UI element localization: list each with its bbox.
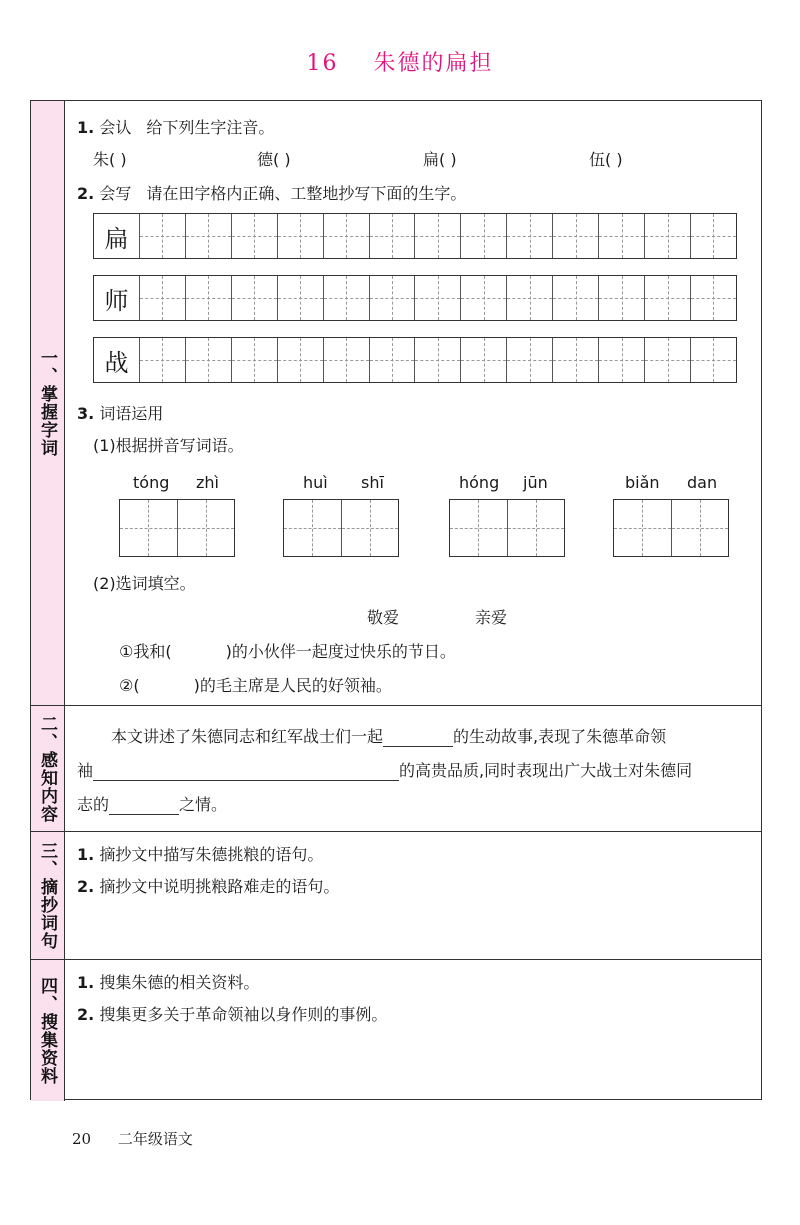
q1-instruction: 给下列生字注音。 bbox=[146, 118, 275, 137]
summary-blank-1[interactable] bbox=[383, 746, 453, 747]
task-text: 摘抄文中说明挑粮路难走的语句。 bbox=[99, 877, 340, 896]
fill-sentence-2 bbox=[119, 673, 392, 696]
section-label: 四、搜集资料 bbox=[37, 976, 57, 1085]
summary-text: 本文讲述了朱德同志和红军战士们一起 bbox=[111, 727, 384, 746]
page-footer bbox=[72, 1128, 193, 1149]
collect-task-1 bbox=[77, 970, 259, 993]
q1-char-1[interactable]: 德( ) bbox=[257, 150, 291, 169]
pinyin: dan bbox=[687, 473, 718, 492]
section-label: 一、掌握字词 bbox=[37, 349, 57, 457]
q3-sub1: (1)根据拼音写词语。 bbox=[93, 436, 244, 455]
task-number: 2. bbox=[77, 1005, 95, 1024]
q3-number: 3. bbox=[77, 404, 95, 423]
pinyin: zhì bbox=[196, 473, 219, 492]
model-char: 战 bbox=[104, 348, 129, 377]
section-label-box bbox=[31, 832, 65, 959]
pinyin: shī bbox=[361, 473, 384, 492]
q1-char-3[interactable]: 伍( ) bbox=[589, 150, 623, 169]
writing-grid-row[interactable] bbox=[93, 337, 737, 383]
pinyin: biǎn bbox=[625, 473, 660, 492]
task-number: 1. bbox=[77, 973, 95, 992]
q1-char-2[interactable]: 扁( ) bbox=[423, 150, 457, 169]
summary-text: 袖 bbox=[77, 761, 94, 780]
worksheet-frame bbox=[30, 100, 762, 1100]
page-number: 20 bbox=[72, 1130, 92, 1148]
section-collect-materials bbox=[31, 960, 761, 1101]
pinyin-answer-box[interactable] bbox=[449, 499, 565, 557]
model-char: 师 bbox=[104, 286, 129, 315]
pinyin: jūn bbox=[523, 473, 548, 492]
q2-heading bbox=[77, 181, 466, 204]
lesson-number: 16 bbox=[306, 51, 339, 76]
fill-sentence-1 bbox=[119, 639, 456, 662]
q2-instruction: 请在田字格内正确、工整地抄写下面的生字。 bbox=[146, 184, 467, 203]
q1-tag: 会认 bbox=[99, 118, 132, 137]
task-number: 1. bbox=[77, 845, 95, 864]
collect-task-2 bbox=[77, 1002, 387, 1025]
pinyin-answer-box[interactable] bbox=[283, 499, 399, 557]
sentence-2-end: )的毛主席是人民的好领袖。 bbox=[193, 676, 392, 695]
summary-text: 的生动故事,表现了朱德革命领 bbox=[453, 727, 667, 746]
pinyin: hóng bbox=[459, 473, 500, 492]
pinyin: tóng bbox=[133, 473, 170, 492]
section-label-box bbox=[31, 101, 65, 705]
pinyin: huì bbox=[303, 473, 328, 492]
q1-char-0[interactable]: 朱( ) bbox=[93, 150, 127, 169]
summary-line-1 bbox=[111, 724, 666, 747]
task-text: 搜集朱德的相关资料。 bbox=[99, 973, 260, 992]
sentence-1-end: )的小伙伴一起度过快乐的节日。 bbox=[225, 642, 456, 661]
sentence-1-start: ①我和( bbox=[119, 642, 172, 661]
section-label: 三、摘抄词句 bbox=[37, 841, 57, 950]
task-text: 搜集更多关于革命领袖以身作则的事例。 bbox=[99, 1005, 388, 1024]
section-label-box bbox=[31, 706, 65, 831]
section-label-box bbox=[31, 960, 65, 1101]
section-master-words bbox=[31, 101, 761, 706]
pinyin-answer-box[interactable] bbox=[613, 499, 729, 557]
copy-task-2 bbox=[77, 874, 339, 897]
summary-text: 之情。 bbox=[179, 795, 228, 814]
q3-sub2: (2)选词填空。 bbox=[93, 574, 196, 593]
q3-title: 词语运用 bbox=[99, 404, 164, 423]
word-option: 敬爱 bbox=[367, 608, 400, 627]
q1-number: 1. bbox=[77, 118, 95, 137]
model-char: 扁 bbox=[104, 224, 129, 253]
section-copy-sentences bbox=[31, 832, 761, 960]
copy-task-1 bbox=[77, 842, 323, 865]
page-title bbox=[0, 46, 800, 77]
writing-grid-row[interactable] bbox=[93, 275, 737, 321]
q1-heading bbox=[77, 115, 274, 138]
lesson-title: 朱德的扁担 bbox=[373, 51, 494, 76]
q3-heading bbox=[77, 401, 163, 424]
summary-line-2 bbox=[77, 758, 692, 781]
section-label: 二、感知内容 bbox=[37, 714, 57, 823]
task-text: 摘抄文中描写朱德挑粮的语句。 bbox=[99, 845, 324, 864]
sentence-2-start: ②( bbox=[119, 676, 140, 695]
task-number: 2. bbox=[77, 877, 95, 896]
summary-text: 志的 bbox=[77, 795, 110, 814]
summary-text: 的高贵品质,同时表现出广大战士对朱德同 bbox=[399, 761, 693, 780]
q2-tag: 会写 bbox=[99, 184, 132, 203]
section-perceive-content bbox=[31, 706, 761, 832]
summary-blank-2[interactable] bbox=[93, 780, 399, 781]
writing-grid-row[interactable] bbox=[93, 213, 737, 259]
summary-blank-3[interactable] bbox=[109, 814, 179, 815]
word-option: 亲爱 bbox=[475, 608, 508, 627]
book-name: 二年级语文 bbox=[117, 1130, 193, 1148]
q2-number: 2. bbox=[77, 184, 95, 203]
pinyin-answer-box[interactable] bbox=[119, 499, 235, 557]
summary-line-3 bbox=[77, 792, 227, 815]
